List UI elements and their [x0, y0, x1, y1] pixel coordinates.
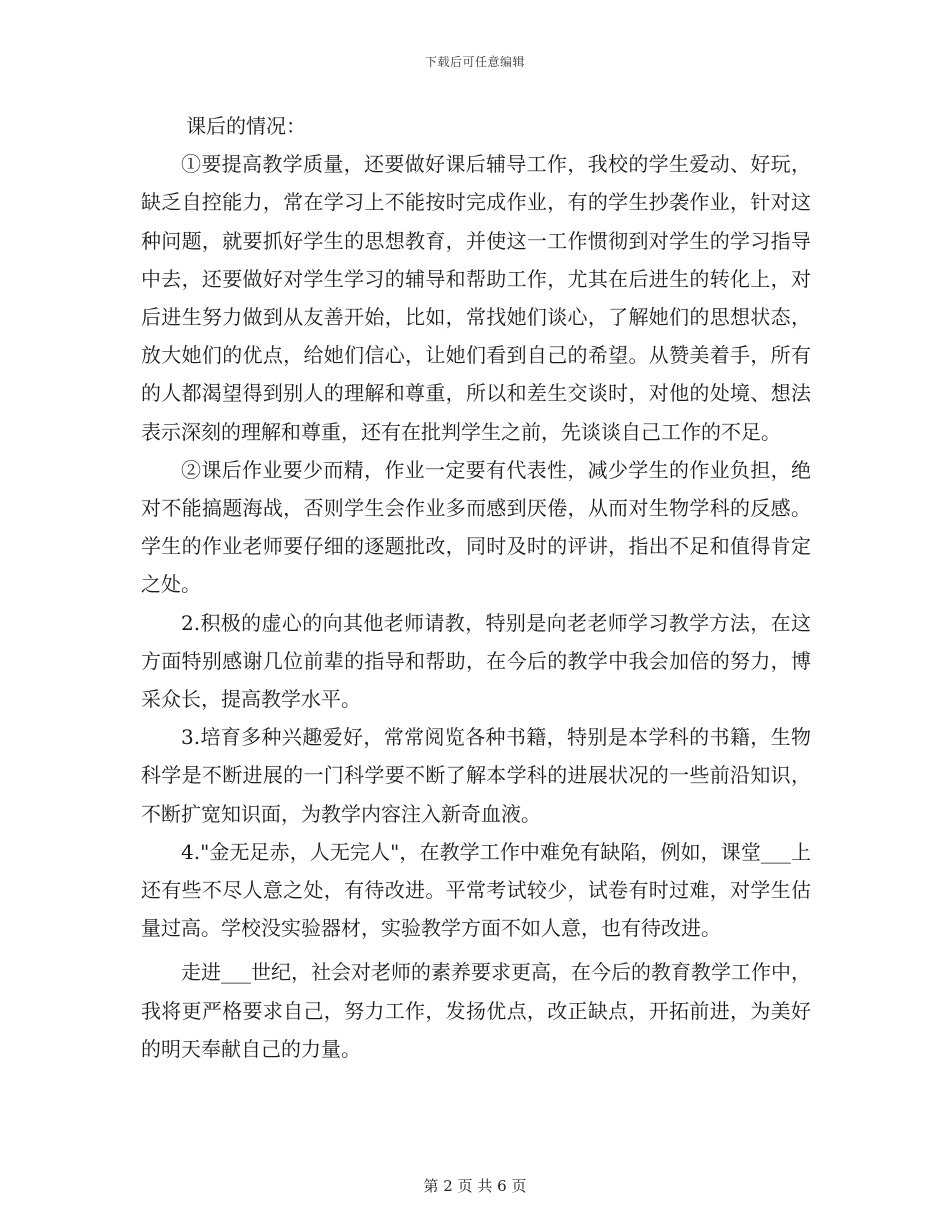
section-title: 课后的情况： [186, 114, 306, 138]
paragraph-learn-from-colleagues: 2.积极的虚心的向其他老师请教，特别是向老老师学习教学方法，在这方面特别感谢几位前辈的指导和帮助，在今后的教学中我会加倍的努力，博采众长，提高教学水平。 [141, 610, 811, 712]
page-header: 下载后可任意编辑 [424, 55, 525, 69]
page-number: 第 2 页 共 6 页 [423, 1177, 527, 1195]
paragraph-closing: 走进___世纪，社会对老师的素养要求更高，在今后的教育教学工作中，我将更严格要求自己，努力工作，发扬优点，改正缺点，开拓前进，为美好的明天奉献自己的力量。 [141, 960, 811, 1061]
document-body [141, 107, 811, 1068]
paragraph-shortcomings: 4."金无足赤，人无完人"，在教学工作中难免有缺陷，例如，课堂___上还有些不尽人意之处，有待改进。平常考试较少，试卷有时过难，对学生估量过高。学校没实验器材，实验教学方面不如人意，也有待改进。 [141, 839, 811, 941]
paragraph-broaden-knowledge: 3.培育多种兴趣爱好，常常阅览各种书籍，特别是本学科的书籍，生物科学是不断进展的一门科学要不断了解本学科的进展状况的一些前沿知识，不断扩宽知识面，为教学内容注入新奇血液。 [141, 725, 811, 826]
paragraph-homework-quality: ②课后作业要少而精，作业一定要有代表性，减少学生的作业负担，绝对不能搞题海战，否则学生会作业多而感到厌倦，从而对生物学科的反感。学生的作业老师要仔细的逐题批改，同时及时的评讲，指出不足和值得肯定之处。 [141, 457, 811, 597]
paragraph-homework-tutoring: ①要提高教学质量，还要做好课后辅导工作，我校的学生爱动、好玩，缺乏自控能力，常在学习上不能按时完成作业，有的学生抄袭作业，针对这种问题，就要抓好学生的思想教育，并使这一工作惯彻到对学生的学习指导中去，还要做好对学生学习的辅导和帮助工作，尤其在后进生的转化上，对后进生努力做到从友善开始，比如，常找她们谈心，了解她们的思想状态，放大她们的优点，给她们信心，让她们看到自己的希望。从赞美着手，所有的人都渴望得到别人的理解和尊重，所以和差生交谈时，对他的处境、想法表示深刻的理解和尊重，还有在批判学生之前，先谈谈自己工作的不足。 [141, 152, 811, 444]
